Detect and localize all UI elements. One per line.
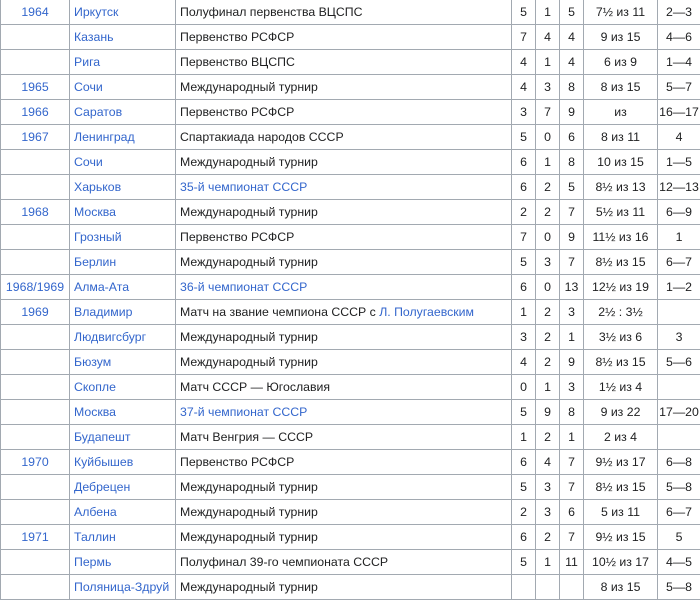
table-row bbox=[1, 325, 700, 350]
losses-cell: 0 bbox=[536, 225, 560, 250]
losses-cell: 2 bbox=[536, 175, 560, 200]
city-link[interactable]: Рига bbox=[70, 50, 176, 75]
wins-cell: 6 bbox=[512, 275, 536, 300]
score-cell: 8 из 15 bbox=[584, 75, 658, 100]
wins-cell: 3 bbox=[512, 100, 536, 125]
wins-cell: 4 bbox=[512, 350, 536, 375]
place-cell: 1 bbox=[658, 225, 700, 250]
city-link[interactable]: Сочи bbox=[70, 150, 176, 175]
event-cell bbox=[176, 125, 512, 150]
event-cell bbox=[176, 550, 512, 575]
draws-cell: 7 bbox=[560, 450, 584, 475]
event-link[interactable]: 37-й чемпионат СССР bbox=[180, 405, 308, 419]
score-cell: 9 из 15 bbox=[584, 25, 658, 50]
losses-cell: 3 bbox=[536, 475, 560, 500]
table-row bbox=[1, 450, 700, 475]
score-cell: 8½ из 15 bbox=[584, 475, 658, 500]
event-link[interactable]: 36-й чемпионат СССР bbox=[180, 280, 308, 294]
year-link[interactable]: 1964 bbox=[1, 0, 70, 25]
event-cell bbox=[176, 375, 512, 400]
wins-cell: 3 bbox=[512, 325, 536, 350]
draws-cell: 3 bbox=[560, 300, 584, 325]
table-row bbox=[1, 200, 700, 225]
event-cell bbox=[176, 225, 512, 250]
city-link[interactable]: Будапешт bbox=[70, 425, 176, 450]
city-link[interactable]: Людвигсбург bbox=[70, 325, 176, 350]
table-row bbox=[1, 375, 700, 400]
wins-cell: 6 bbox=[512, 150, 536, 175]
losses-cell: 7 bbox=[536, 100, 560, 125]
score-cell: 12½ из 19 bbox=[584, 275, 658, 300]
wins-cell: 1 bbox=[512, 300, 536, 325]
event-cell bbox=[176, 200, 512, 225]
year-link bbox=[1, 250, 70, 275]
city-link[interactable]: Иркутск bbox=[70, 0, 176, 25]
draws-cell: 8 bbox=[560, 400, 584, 425]
place-cell: 17—20 bbox=[658, 400, 700, 425]
draws-cell: 4 bbox=[560, 50, 584, 75]
table-row bbox=[1, 350, 700, 375]
event-cell bbox=[176, 425, 512, 450]
wins-cell: 1 bbox=[512, 425, 536, 450]
losses-cell: 2 bbox=[536, 325, 560, 350]
draws-cell: 9 bbox=[560, 225, 584, 250]
score-cell: 8 из 11 bbox=[584, 125, 658, 150]
event-cell bbox=[176, 150, 512, 175]
table-row bbox=[1, 300, 700, 325]
draws-cell: 7 bbox=[560, 525, 584, 550]
year-link bbox=[1, 575, 70, 600]
table-row bbox=[1, 575, 700, 600]
table-row bbox=[1, 425, 700, 450]
losses-cell: 2 bbox=[536, 525, 560, 550]
event-cell bbox=[176, 350, 512, 375]
event-text: Международный турнир bbox=[180, 580, 318, 594]
losses-cell: 3 bbox=[536, 500, 560, 525]
place-cell: 1—5 bbox=[658, 150, 700, 175]
draws-cell: 6 bbox=[560, 125, 584, 150]
place-cell: 4—6 bbox=[658, 25, 700, 50]
event-link[interactable]: Л. Полугаевским bbox=[379, 305, 474, 319]
score-cell: 8½ из 15 bbox=[584, 350, 658, 375]
city-link[interactable]: Албена bbox=[70, 500, 176, 525]
city-link[interactable]: Пермь bbox=[70, 550, 176, 575]
draws-cell bbox=[560, 575, 584, 600]
table-row bbox=[1, 250, 700, 275]
draws-cell: 5 bbox=[560, 0, 584, 25]
score-cell: 6 из 9 bbox=[584, 50, 658, 75]
table-row bbox=[1, 0, 700, 25]
event-cell[interactable] bbox=[176, 300, 512, 325]
city-link[interactable]: Скопле bbox=[70, 375, 176, 400]
place-cell: 12—13 bbox=[658, 175, 700, 200]
event-cell[interactable] bbox=[176, 175, 512, 200]
year-link bbox=[1, 25, 70, 50]
year-link bbox=[1, 225, 70, 250]
event-text: Международный турнир bbox=[180, 80, 318, 94]
year-link bbox=[1, 175, 70, 200]
place-cell: 5—6 bbox=[658, 350, 700, 375]
score-cell: 9 из 22 bbox=[584, 400, 658, 425]
event-cell bbox=[176, 100, 512, 125]
score-cell: 5 из 11 bbox=[584, 500, 658, 525]
score-cell: 1½ из 4 bbox=[584, 375, 658, 400]
score-cell: 7½ из 11 bbox=[584, 0, 658, 25]
city-link[interactable]: Таллин bbox=[70, 525, 176, 550]
table-row bbox=[1, 150, 700, 175]
year-link bbox=[1, 375, 70, 400]
event-cell bbox=[176, 525, 512, 550]
city-link[interactable]: Грозный bbox=[70, 225, 176, 250]
event-cell bbox=[176, 475, 512, 500]
score-cell: 2 из 4 bbox=[584, 425, 658, 450]
year-link[interactable]: 1965 bbox=[1, 75, 70, 100]
wins-cell: 4 bbox=[512, 75, 536, 100]
losses-cell: 3 bbox=[536, 75, 560, 100]
year-link bbox=[1, 325, 70, 350]
place-cell: 5—8 bbox=[658, 575, 700, 600]
score-cell: 3½ из 6 bbox=[584, 325, 658, 350]
wins-cell bbox=[512, 575, 536, 600]
score-cell: 8½ из 13 bbox=[584, 175, 658, 200]
score-cell: 8 из 15 bbox=[584, 575, 658, 600]
wins-cell: 2 bbox=[512, 200, 536, 225]
table-row bbox=[1, 525, 700, 550]
draws-cell: 7 bbox=[560, 250, 584, 275]
losses-cell: 4 bbox=[536, 450, 560, 475]
wins-cell: 2 bbox=[512, 500, 536, 525]
losses-cell: 1 bbox=[536, 550, 560, 575]
wins-cell: 5 bbox=[512, 250, 536, 275]
draws-cell: 6 bbox=[560, 500, 584, 525]
event-text: Полуфинал 39-го чемпионата СССР bbox=[180, 555, 389, 569]
year-link[interactable]: 1968 bbox=[1, 200, 70, 225]
draws-cell: 9 bbox=[560, 350, 584, 375]
score-cell: 5½ из 11 bbox=[584, 200, 658, 225]
event-cell bbox=[176, 25, 512, 50]
draws-cell: 9 bbox=[560, 100, 584, 125]
event-text: Международный турнир bbox=[180, 530, 318, 544]
event-text: Первенство РСФСР bbox=[180, 30, 295, 44]
table-row bbox=[1, 25, 700, 50]
event-cell bbox=[176, 450, 512, 475]
losses-cell: 0 bbox=[536, 125, 560, 150]
event-cell[interactable] bbox=[176, 275, 512, 300]
losses-cell: 1 bbox=[536, 150, 560, 175]
table-row bbox=[1, 400, 700, 425]
table-row bbox=[1, 175, 700, 200]
draws-cell: 7 bbox=[560, 475, 584, 500]
wins-cell: 5 bbox=[512, 550, 536, 575]
city-link[interactable]: Харьков bbox=[70, 175, 176, 200]
city-link[interactable]: Москва bbox=[70, 400, 176, 425]
wins-cell: 7 bbox=[512, 25, 536, 50]
event-text: Международный турнир bbox=[180, 505, 318, 519]
event-text: Международный турнир bbox=[180, 205, 318, 219]
event-text: Матч на звание чемпиона СССР с bbox=[180, 305, 380, 319]
score-cell: из bbox=[584, 100, 658, 125]
wins-cell: 6 bbox=[512, 175, 536, 200]
event-text: Первенство ВЦСПС bbox=[180, 55, 295, 69]
place-cell: 2—3 bbox=[658, 0, 700, 25]
event-cell[interactable] bbox=[176, 400, 512, 425]
year-link[interactable]: 1970 bbox=[1, 450, 70, 475]
losses-cell: 1 bbox=[536, 50, 560, 75]
losses-cell: 0 bbox=[536, 275, 560, 300]
score-cell: 2½ : 3½ bbox=[584, 300, 658, 325]
score-cell: 9½ из 17 bbox=[584, 450, 658, 475]
city-link[interactable]: Куйбышев bbox=[70, 450, 176, 475]
year-link[interactable]: 1966 bbox=[1, 100, 70, 125]
score-cell: 11½ из 16 bbox=[584, 225, 658, 250]
place-cell bbox=[658, 300, 700, 325]
wins-cell: 5 bbox=[512, 475, 536, 500]
draws-cell: 13 bbox=[560, 275, 584, 300]
table-row bbox=[1, 125, 700, 150]
event-text: Международный турнир bbox=[180, 355, 318, 369]
table-row bbox=[1, 100, 700, 125]
city-link[interactable]: Берлин bbox=[70, 250, 176, 275]
city-link[interactable]: Казань bbox=[70, 25, 176, 50]
event-text: Матч СССР — Югославия bbox=[180, 380, 331, 394]
city-link[interactable]: Бюзум bbox=[70, 350, 176, 375]
event-text: Первенство РСФСР bbox=[180, 105, 295, 119]
wins-cell: 6 bbox=[512, 450, 536, 475]
draws-cell: 11 bbox=[560, 550, 584, 575]
year-link bbox=[1, 150, 70, 175]
losses-cell: 2 bbox=[536, 300, 560, 325]
table-row bbox=[1, 75, 700, 100]
place-cell: 1—2 bbox=[658, 275, 700, 300]
table-row bbox=[1, 500, 700, 525]
draws-cell: 4 bbox=[560, 25, 584, 50]
event-text: Спартакиада народов СССР bbox=[180, 130, 344, 144]
place-cell: 6—7 bbox=[658, 500, 700, 525]
year-link bbox=[1, 50, 70, 75]
score-cell: 10 из 15 bbox=[584, 150, 658, 175]
place-cell: 6—9 bbox=[658, 200, 700, 225]
wins-cell: 7 bbox=[512, 225, 536, 250]
year-link bbox=[1, 400, 70, 425]
event-cell bbox=[176, 500, 512, 525]
wins-cell: 5 bbox=[512, 125, 536, 150]
draws-cell: 5 bbox=[560, 175, 584, 200]
event-cell bbox=[176, 50, 512, 75]
city-link[interactable]: Поляница-Здруй bbox=[70, 575, 176, 600]
city-link[interactable]: Саратов bbox=[70, 100, 176, 125]
city-link[interactable]: Ленинград bbox=[70, 125, 176, 150]
wins-cell: 4 bbox=[512, 50, 536, 75]
year-link bbox=[1, 500, 70, 525]
place-cell bbox=[658, 425, 700, 450]
draws-cell: 3 bbox=[560, 375, 584, 400]
event-text: Первенство РСФСР bbox=[180, 455, 295, 469]
year-link[interactable]: 1971 bbox=[1, 525, 70, 550]
city-link[interactable]: Сочи bbox=[70, 75, 176, 100]
city-link[interactable]: Алма-Ата bbox=[70, 275, 176, 300]
place-cell: 4 bbox=[658, 125, 700, 150]
event-cell bbox=[176, 325, 512, 350]
losses-cell: 1 bbox=[536, 0, 560, 25]
place-cell: 16—17 bbox=[658, 100, 700, 125]
event-text: Международный турнир bbox=[180, 255, 318, 269]
event-text: Международный турнир bbox=[180, 330, 318, 344]
place-cell: 3 bbox=[658, 325, 700, 350]
table-row bbox=[1, 475, 700, 500]
year-link[interactable]: 1968/1969 bbox=[1, 275, 70, 300]
wins-cell: 0 bbox=[512, 375, 536, 400]
place-cell bbox=[658, 375, 700, 400]
losses-cell: 2 bbox=[536, 200, 560, 225]
city-link[interactable]: Владимир bbox=[70, 300, 176, 325]
table-row bbox=[1, 50, 700, 75]
event-text: Международный турнир bbox=[180, 155, 318, 169]
event-cell bbox=[176, 75, 512, 100]
place-cell: 5 bbox=[658, 525, 700, 550]
year-link bbox=[1, 550, 70, 575]
draws-cell: 8 bbox=[560, 150, 584, 175]
place-cell: 6—8 bbox=[658, 450, 700, 475]
wins-cell: 5 bbox=[512, 400, 536, 425]
year-link[interactable]: 1967 bbox=[1, 125, 70, 150]
city-link[interactable]: Дебрецен bbox=[70, 475, 176, 500]
losses-cell bbox=[536, 575, 560, 600]
losses-cell: 1 bbox=[536, 375, 560, 400]
losses-cell: 4 bbox=[536, 25, 560, 50]
losses-cell: 2 bbox=[536, 350, 560, 375]
year-link bbox=[1, 425, 70, 450]
losses-cell: 9 bbox=[536, 400, 560, 425]
score-cell: 8½ из 15 bbox=[584, 250, 658, 275]
event-cell bbox=[176, 575, 512, 600]
score-cell: 9½ из 15 bbox=[584, 525, 658, 550]
place-cell: 5—8 bbox=[658, 475, 700, 500]
draws-cell: 1 bbox=[560, 425, 584, 450]
city-link[interactable]: Москва bbox=[70, 200, 176, 225]
year-link bbox=[1, 475, 70, 500]
score-cell: 10½ из 17 bbox=[584, 550, 658, 575]
losses-cell: 3 bbox=[536, 250, 560, 275]
event-text: Международный турнир bbox=[180, 480, 318, 494]
event-cell bbox=[176, 0, 512, 25]
draws-cell: 1 bbox=[560, 325, 584, 350]
year-link bbox=[1, 350, 70, 375]
place-cell: 4—5 bbox=[658, 550, 700, 575]
losses-cell: 2 bbox=[536, 425, 560, 450]
place-cell: 5—7 bbox=[658, 75, 700, 100]
table-row bbox=[1, 550, 700, 575]
event-link[interactable]: 35-й чемпионат СССР bbox=[180, 180, 308, 194]
place-cell: 6—7 bbox=[658, 250, 700, 275]
table-row bbox=[1, 275, 700, 300]
event-text: Матч Венгрия — СССР bbox=[180, 430, 314, 444]
event-text: Первенство РСФСР bbox=[180, 230, 295, 244]
results-table-body bbox=[1, 0, 700, 600]
event-cell bbox=[176, 250, 512, 275]
draws-cell: 8 bbox=[560, 75, 584, 100]
event-text: Полуфинал первенства ВЦСПС bbox=[180, 5, 363, 19]
wins-cell: 5 bbox=[512, 0, 536, 25]
table-row bbox=[1, 225, 700, 250]
year-link[interactable]: 1969 bbox=[1, 300, 70, 325]
wins-cell: 6 bbox=[512, 525, 536, 550]
place-cell: 1—4 bbox=[658, 50, 700, 75]
draws-cell: 7 bbox=[560, 200, 584, 225]
